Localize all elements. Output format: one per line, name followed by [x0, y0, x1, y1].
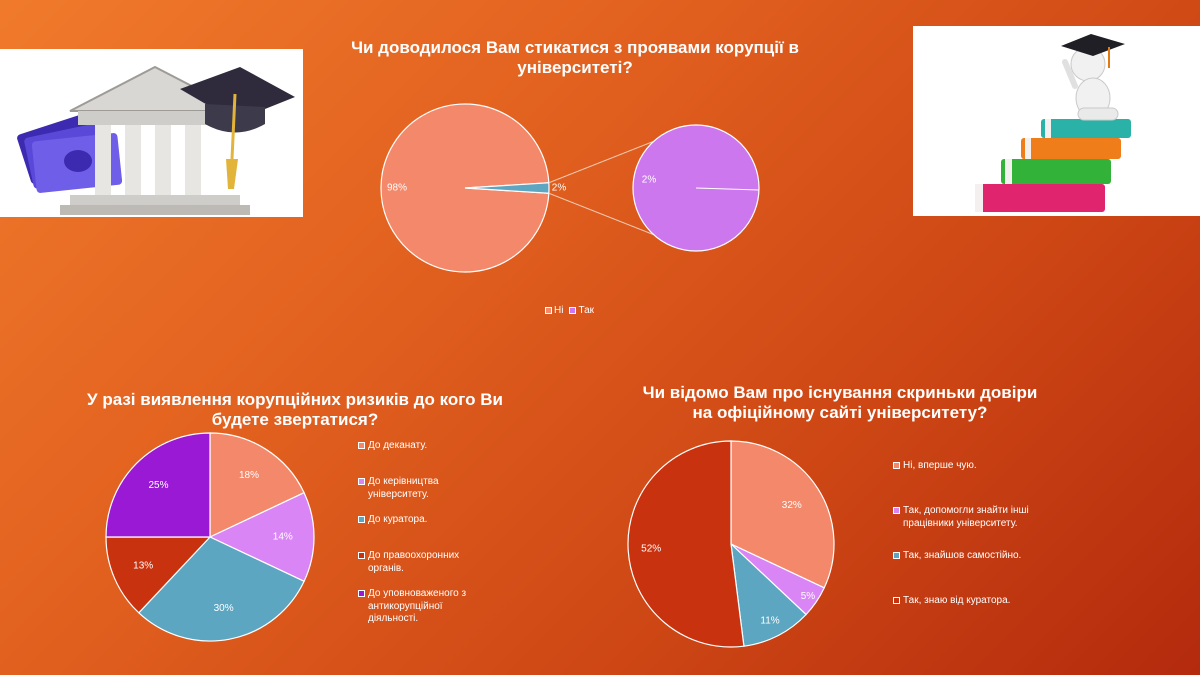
chart2-data-label-0: 18%: [239, 470, 260, 482]
chart3-legend: [893, 460, 1063, 620]
legend-item-vpershe: [893, 460, 977, 473]
legend-item-kerivnytstvo: [358, 476, 478, 501]
chart1-secondary-data-label: 2%: [641, 174, 657, 186]
chart2-title: У разі виявлення корупційних ризиків до кого Ви будете звертатися?: [87, 390, 503, 430]
legend-swatch: [358, 590, 365, 597]
chart2-data-label-4: 25%: [148, 480, 169, 492]
legend-item-vid-kuratora: [893, 595, 1010, 608]
chart2-data-label-3: 13%: [133, 560, 154, 572]
legend-label: Так, знайшов самостійно.: [903, 550, 1022, 561]
chart3-title: Чи відомо Вам про існування скриньки довіри на офіційному сайті університету?: [642, 383, 1038, 423]
chart3-data-label-3: 52%: [641, 543, 662, 555]
chart2-legend: [358, 440, 498, 640]
chart1-legend: [545, 305, 594, 316]
legend-label: До деканату.: [368, 440, 428, 451]
legend-item-ni: [545, 305, 563, 316]
chart3-data-label-0: 32%: [781, 500, 802, 512]
legend-swatch: [893, 552, 900, 559]
legend-item-dopomohly: [893, 505, 1053, 530]
chart3-data-label-1: 5%: [800, 590, 816, 602]
chart1-data-label-ni: 98%: [386, 182, 408, 194]
legend-label: До правоохоронних органів.: [368, 550, 460, 574]
legend-label: До керівництва університету.: [368, 476, 439, 500]
legend-swatch-ni: [545, 307, 552, 314]
legend-swatch: [893, 597, 900, 604]
legend-item-upovnovazhenyi: [358, 588, 488, 626]
legend-swatch-tak: [569, 307, 576, 314]
chart2-data-label-2: 30%: [213, 603, 234, 615]
legend-swatch: [893, 507, 900, 514]
chart1-title: Чи доводилося Вам стикатися з проявами корупції в університеті?: [351, 38, 799, 78]
legend-label: Ні, вперше чую.: [903, 460, 977, 471]
legend-label-ni: Ні: [554, 305, 564, 316]
legend-swatch: [893, 462, 900, 469]
legend-item-samostiino: [893, 550, 1021, 563]
legend-swatch: [358, 552, 365, 559]
legend-label: До куратора.: [368, 514, 428, 525]
legend-item-pravoohoronni: [358, 550, 483, 575]
chart3-data-label-2: 11%: [760, 615, 780, 627]
legend-item-tak: [569, 305, 594, 316]
legend-item-kurator: [358, 514, 427, 527]
chart1-data-label-tak: 2%: [551, 182, 567, 194]
legend-label-tak: Так: [578, 305, 595, 316]
legend-swatch: [358, 516, 365, 523]
legend-label: До уповноваженого з антикорупційної діяльності.: [368, 588, 467, 624]
legend-swatch: [358, 442, 365, 449]
legend-item-dekanat: [358, 440, 427, 453]
legend-label: Так, знаю від куратора.: [903, 595, 1011, 606]
chart2-data-label-1: 14%: [272, 531, 293, 543]
legend-swatch: [358, 478, 365, 485]
legend-label: Так, допомогли знайти інші працівники університету.: [903, 505, 1029, 529]
